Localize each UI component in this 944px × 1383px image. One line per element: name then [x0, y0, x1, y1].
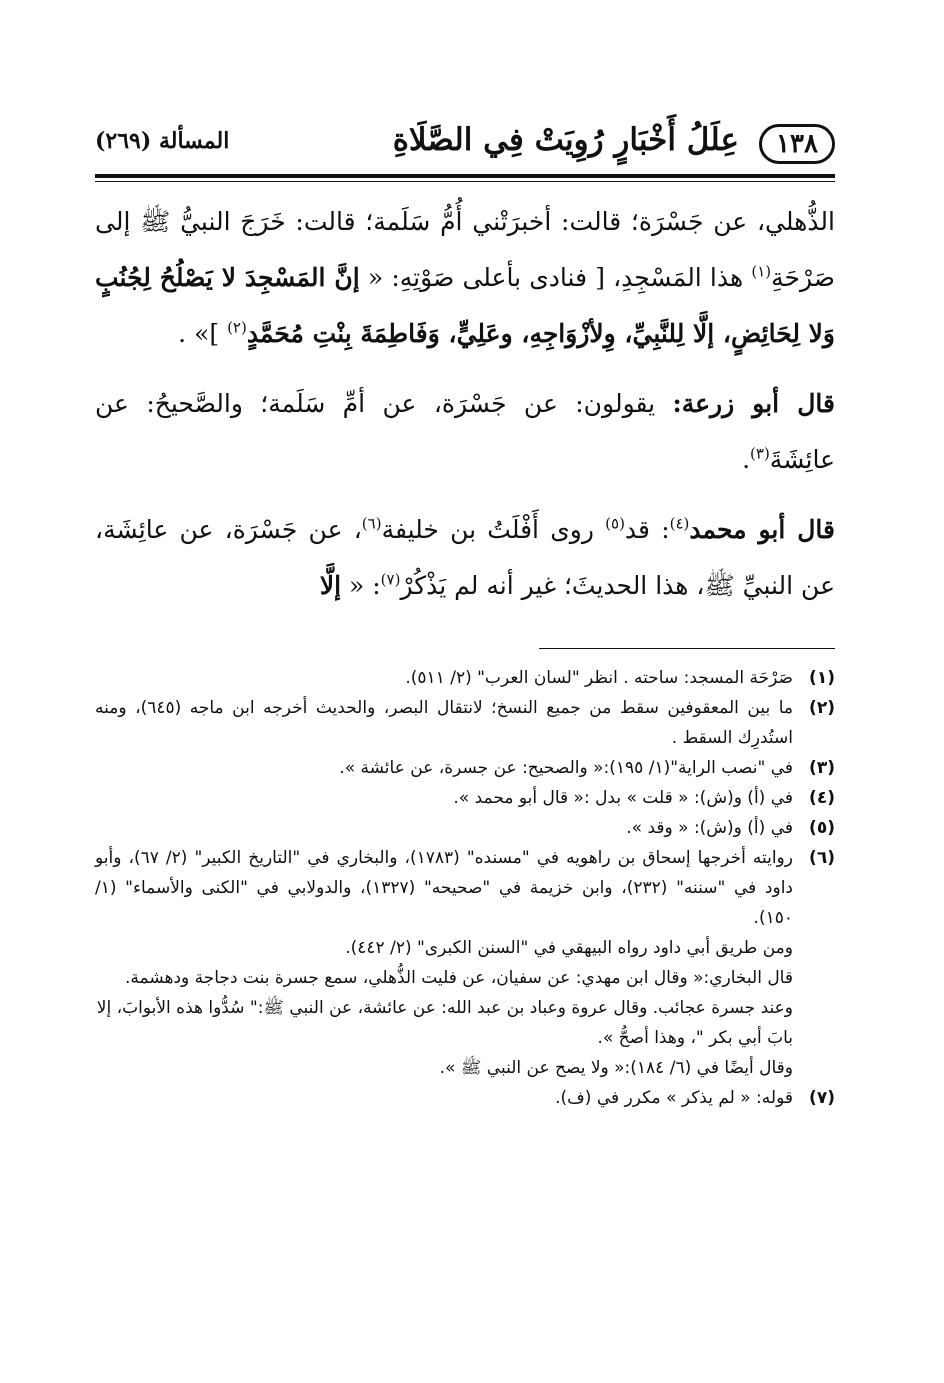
- paragraph-3: [95, 502, 835, 614]
- paragraph-1-text: الذُّهلي، عن جَسْرَة؛ قالت: أخبرَتْني أُمُّ سَلَمة؛ قالت: خَرَجَ النبيُّ ﷺ إلى صَرْحَةِ: [95, 207, 836, 292]
- book-title: عِلَلُ أَخْبَارٍ رُوِيَتْ فِي الصَّلَاةِ: [392, 122, 739, 158]
- footnotes: [95, 663, 835, 1113]
- paragraph-1: [95, 194, 835, 362]
- hadith-quote: إنَّ المَسْجِدَ لا يَصْلُحُ لِجُنُبٍ وَلا لِحَائِضٍ، إلَّا لِلنَّبِيِّ، وِلأزْوَاجِهِ، وعَلِيٍّ، وَفَاطِمَةَ بِنْتِ مُحَمَّدٍ: [95, 263, 835, 348]
- paragraph-2-lead: قال أبو زرعة:: [672, 389, 835, 418]
- footnote-number: (٦): [809, 848, 835, 868]
- footnote-number: (٢): [809, 698, 835, 718]
- book-page: [95, 118, 835, 1113]
- footnote-number: (١): [809, 668, 835, 688]
- footnote-number: (٤): [809, 788, 835, 808]
- page-number-badge: [759, 124, 835, 164]
- footnote-item: [95, 1083, 835, 1113]
- paragraph-2-end: .: [742, 445, 751, 474]
- footnote-item: [95, 693, 835, 753]
- footnote-ref-4[interactable]: (٤): [669, 514, 690, 533]
- page-header: [95, 118, 835, 176]
- footnote-separator: [539, 648, 835, 649]
- footnote-continuation: قال البخاري:« وقال ابن مهدي: عن سفيان، عن فليت الذُّهلي، سمع جسرة بنت دجاجة ودهشمة. وعند جسرة عجائب. وقال عروة وعباد بن عبد الله: عن عائشة، عن النبي ﷺ:" سُدُّوا هذه الأبوابَ، إلا بابَ أبي بكر "، وهذا أصحُّ ».: [96, 968, 793, 1048]
- footnote-item: [95, 783, 835, 813]
- footnote-item: [95, 843, 835, 933]
- footnote-ref-7[interactable]: (٧): [380, 570, 401, 589]
- footnote-ref-6[interactable]: (٦): [361, 514, 382, 533]
- footnote-text: في "نصب الراية"(١/ ١٩٥):« والصحيح: عن جسرة، عن عائشة ».: [339, 758, 793, 778]
- page-number: ١٣٨: [776, 129, 818, 159]
- footnote-ref-1[interactable]: (١): [751, 262, 772, 281]
- footnote-text: روايته أخرجها إسحاق بن راهويه في "مسنده" (١٧٨٣)، والبخاري في "التاريخ الكبير" (٢/ ٦٧)، وأبو داود في "سننه" (٢٣٢)، وابن خزيمة في "صحيحه" (١٣٢٧)، والدولابي في "الكنى والأسماء" (١/ ١٥٠).: [95, 848, 794, 928]
- footnote-text: ما بين المعقوفين سقط من جميع النسخ؛ لانتقال البصر، والحديث أخرجه ابن ماجه (٦٤٥)، ومنه استُدرِك السقط .: [95, 698, 793, 748]
- paragraph-3-lead: قال أبو محمد: [689, 515, 835, 544]
- paragraph-3-quote: إلَّا: [319, 571, 342, 600]
- footnote-ref-2[interactable]: (٢): [227, 318, 247, 337]
- paragraph-3-text-a: : قد: [624, 515, 670, 544]
- paragraph-2: [95, 376, 835, 488]
- footnote-text: في (أ) و(ش): « وقد ».: [626, 818, 793, 838]
- main-text: [95, 194, 835, 614]
- paragraph-3-text-b: روى أَفْلَتُ بن خليفة: [381, 515, 606, 544]
- footnote-number: (٣): [809, 758, 835, 778]
- paragraph-3-text-c: ، عن جَسْرَة، عن عائِشَة، عن النبيِّ ﷺ، هذا الحديثَ؛ غير أنه لم يَذْكُرْ: [95, 515, 835, 600]
- issue-label: المسألة (٢٦٩): [95, 128, 230, 154]
- footnote-ref-5[interactable]: (٥): [605, 514, 625, 533]
- footnote-item: [95, 813, 835, 843]
- paragraph-3-text-d: : «: [341, 571, 381, 600]
- footnote-ref-3[interactable]: (٣): [750, 444, 770, 463]
- footnote-text: صَرْحَة المسجد: ساحته . انظر "لسان العرب" (٢/ ٥١١).: [405, 668, 793, 688]
- paragraph-1-text-b: هذا المَسْجِدِ، [ فنادى بأعلى صَوْتِهِ: «: [359, 263, 752, 292]
- paragraph-2-text: يقولون: عن جَسْرَة، عن أمِّ سَلَمة؛ والصَّحيحُ: عن عائِشَةَ: [95, 389, 835, 474]
- footnote-number: (٥): [809, 818, 835, 838]
- footnote-text: في (أ) و(ش): « قلت » بدل :« قال أبو محمد ».: [453, 788, 793, 808]
- footnote-continuation: وقال أيضًا في (٦/ ١٨٤):« ولا يصح عن النبي ﷺ ».: [439, 1058, 793, 1078]
- footnote-item: [95, 753, 835, 783]
- footnote-item: [95, 663, 835, 693]
- paragraph-1-end: ]» .: [178, 319, 228, 348]
- footnote-number: (٧): [809, 1088, 835, 1108]
- footnote-text: قوله: « لم يذكر » مكرر في (ف).: [555, 1088, 793, 1108]
- footnote-continuation: ومن طريق أبي داود رواه البيهقي في "السنن الكبرى" (٢/ ٤٤٢).: [345, 938, 793, 958]
